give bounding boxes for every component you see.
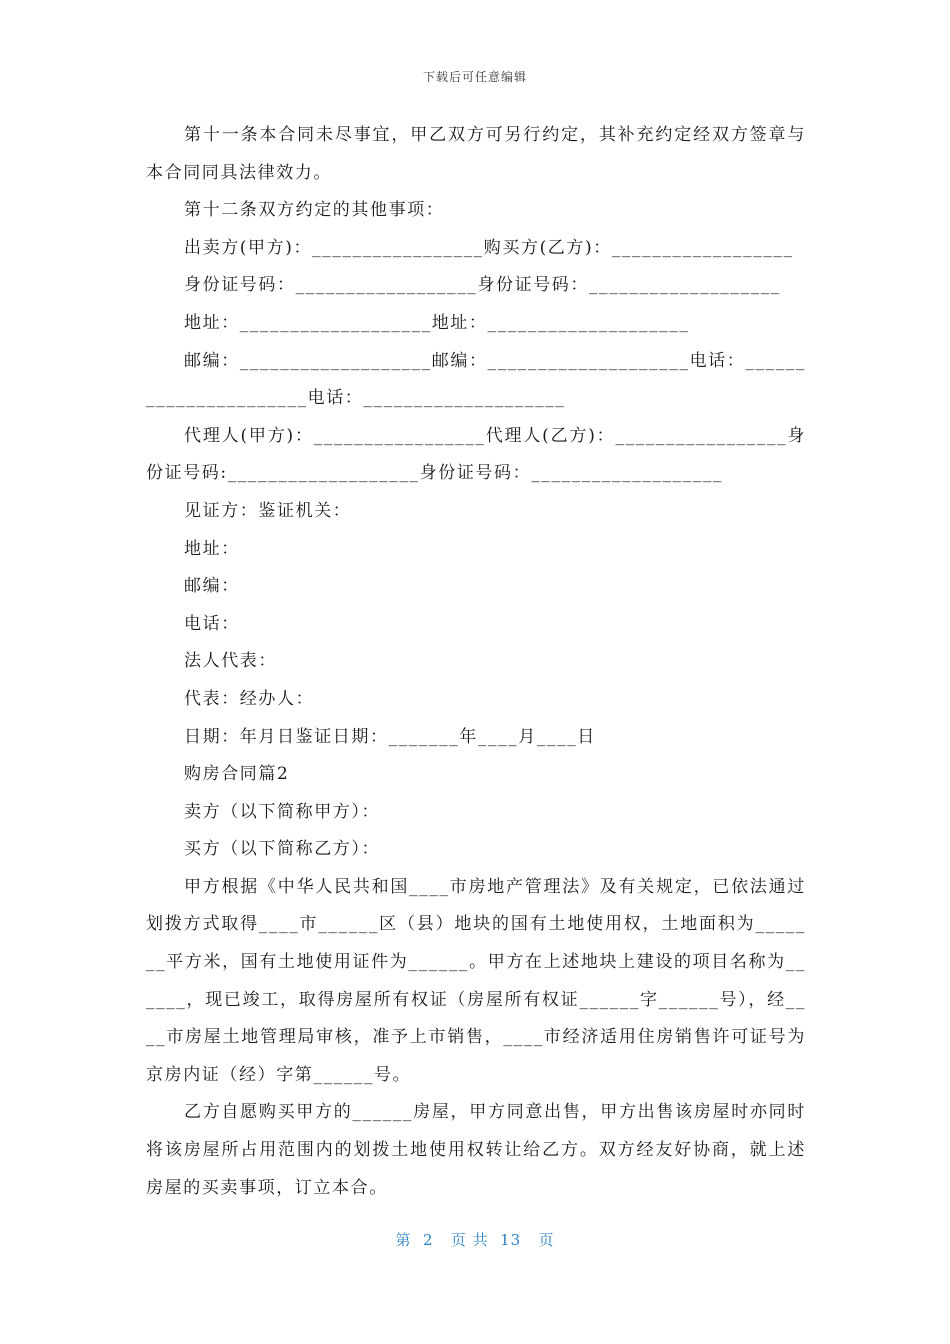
paragraph: 买方（以下简称乙方）： [184, 839, 381, 860]
paragraph: 出卖方(甲方)：_________________购买方(乙方)：__________________ [184, 237, 794, 258]
paragraph: 法人代表： [184, 651, 277, 672]
paragraph: 见证方：鉴证机关： [184, 500, 352, 521]
document-body [146, 117, 806, 1207]
paragraph: 地址：___________________地址：____________________ [184, 312, 690, 333]
paragraph: 日期：年月日鉴证日期：_______年____月____日 [184, 726, 596, 747]
page-number-footer: 第 2 页 共 13 页 [395, 1231, 555, 1249]
paragraph: 身份证号码：__________________身份证号码：___________________ [184, 275, 781, 296]
paragraph: 邮编：___________________邮编：____________________电话：______________________电话：____________________ [146, 350, 806, 409]
paragraph: 乙方自愿购买甲方的______房屋，甲方同意出售，甲方出售该房屋时亦同时将该房屋所占用范围内的划拨土地使用权转让给乙方。双方经友好协商，就上述房屋的买卖事项，订立本合。 [146, 1102, 806, 1198]
paragraph: 第十二条双方约定的其他事项： [184, 200, 445, 221]
paragraph: 甲方根据《中华人民共和国____市房地产管理法》及有关规定，已依法通过划拨方式取得____市______区（县）地块的国有土地使用权，土地面积为_______平方米，国有土地使用证件为______。甲方在上述地块上建设的项目名称为______，现已竣工，取得房屋所有权证（房屋所有权证______字______号），经____市房屋土地管理局审核，准予上市销售，____市经济适用住房销售许可证号为京房内证（经）字第______号。 [146, 876, 806, 1085]
paragraph: 第十一条本合同未尽事宜，甲乙双方可另行约定，其补充约定经双方签章与本合同同具法律效力。 [146, 125, 806, 183]
section-title: 购房合同篇2 [184, 764, 290, 785]
paragraph: 地址： [184, 538, 240, 559]
paragraph: 邮编： [184, 576, 240, 597]
header-note: 下载后可任意编辑 [422, 70, 527, 84]
paragraph: 代理人(甲方)：_________________代理人(乙方)：_________________身份证号码:___________________身份证号码：___________________ [146, 425, 806, 484]
paragraph: 代表：经办人： [184, 688, 315, 709]
paragraph: 电话： [184, 613, 240, 634]
paragraph: 卖方（以下简称甲方）： [184, 801, 381, 822]
